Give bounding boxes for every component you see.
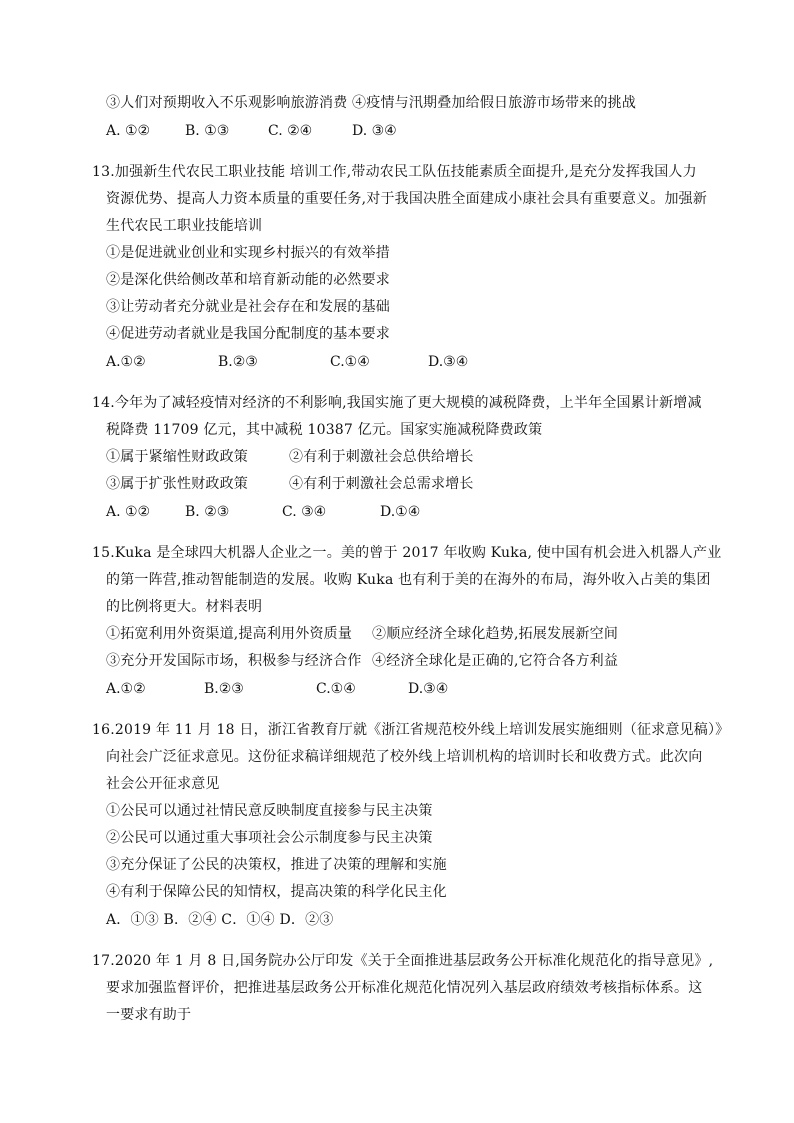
q13-option-d: D.③④ (428, 354, 469, 370)
q15-option-d: D.③④ (408, 681, 449, 697)
q14-stem-line-2: 税降费 11709 亿元，其中减税 10387 亿元。国家实施减税降费政策 (106, 422, 543, 438)
q16-options: A．①③ B．②④ C．①④ D．②③ (106, 912, 334, 928)
q15-choice-2: ②顺应经济全球化趋势,拓展发展新空间 (372, 626, 619, 642)
q16-stem-line-1: 16.2019 年 11 月 18 日，浙江省教育厅就《浙江省规范校外线上培训发展实施细则（征求意见稿）》 (92, 722, 730, 738)
q15-option-c: C.①④ (316, 681, 356, 697)
q13-option-b: B.②③ (218, 354, 258, 370)
q17-stem-line-3: 一要求有助于 (106, 1007, 192, 1023)
q15-stem-line-3: 的比例将更大。材料表明 (106, 599, 263, 615)
q15-option-a: A.①② (106, 681, 146, 697)
q12-choice-line: ③人们对预期收入不乐观影响旅游消费 ④疫情与汛期叠加给假日旅游市场带来的挑战 (106, 95, 637, 111)
q12-option-d: D. ③④ (352, 123, 397, 139)
q13-choice-4: ④促进劳动者就业是我国分配制度的基本要求 (106, 326, 390, 342)
q12-option-a: A. ①② (106, 123, 151, 139)
q15-stem-line-2: 的第一阵营,推动智能制造的发展。收购 Kuka 也有利于美的在海外的布局，海外收入占美的集团 (106, 572, 711, 588)
q14-choice-3: ③属于扩张性财政政策 (106, 476, 248, 492)
q13-choice-1: ①是促进就业创业和实现乡村振兴的有效举措 (106, 245, 390, 261)
q16-choice-2: ②公民可以通过重大事项社会公示制度参与民主决策 (106, 830, 433, 846)
q13-option-a: A.①② (106, 354, 146, 370)
q14-option-c: C. ③④ (282, 504, 327, 520)
q15-option-b: B.②③ (204, 681, 244, 697)
q15-choice-1: ①拓宽利用外资渠道,提高利用外资质量 (106, 626, 353, 642)
q15-choice-3: ③充分开发国际市场，积极参与经济合作 (106, 653, 362, 669)
q13-choice-2: ②是深化供给侧改革和培育新动能的必然要求 (106, 272, 390, 288)
q13-choice-3: ③让劳动者充分就业是社会存在和发展的基础 (106, 299, 390, 315)
q14-option-d: D.①④ (380, 504, 421, 520)
q16-stem-line-3: 社会公开征求意见 (106, 776, 220, 792)
q14-option-a: A. ①② (106, 504, 151, 520)
q14-choice-4: ④有利于刺激社会总需求增长 (289, 476, 474, 492)
q16-choice-1: ①公民可以通过社情民意反映制度直接参与民主决策 (106, 803, 433, 819)
q13-stem-line-1: 13.加强新生代农民工职业技能 培训工作,带动农民工队伍技能素质全面提升,是充分发挥我国人力 (92, 164, 697, 180)
q16-choice-4: ④有利于保障公民的知情权，提高决策的科学化民主化 (106, 884, 447, 900)
q16-stem-line-2: 向社会广泛征求意见。这份征求稿详细规范了校外线上培训机构的培训时长和收费方式。此次向 (106, 749, 703, 765)
q16-choice-3: ③充分保证了公民的决策权，推进了决策的理解和实施 (106, 857, 447, 873)
q17-stem-line-1: 17.2020 年 1 月 8 日,国务院办公厅印发《关于全面推进基层政务公开标准化规范化的指导意见》, (92, 953, 714, 969)
q14-choice-2: ②有利于刺激社会总供给增长 (289, 449, 474, 465)
q13-stem-line-3: 生代农民工职业技能培训 (106, 218, 263, 234)
q13-stem-line-2: 资源优势、提高人力资本质量的重要任务,对于我国决胜全面建成小康社会具有重要意义。加强新 (106, 191, 708, 207)
q13-option-c: C.①④ (330, 354, 370, 370)
q17-stem-line-2: 要求加强监督评价，把推进基层政务公开标准化规范化情况列入基层政府绩效考核指标体系。这 (106, 980, 703, 996)
q15-stem-line-1: 15.Kuka 是全球四大机器人企业之一。美的曾于 2017 年收购 Kuka, 使中国有机会进入机器人产业 (92, 545, 722, 561)
q15-choice-4: ④经济全球化是正确的,它符合各方利益 (372, 653, 619, 669)
q12-option-c: C. ②④ (268, 123, 313, 139)
q14-choice-1: ①属于紧缩性财政政策 (106, 449, 248, 465)
q12-option-b: B. ①③ (185, 123, 230, 139)
q14-stem-line-1: 14.今年为了减轻疫情对经济的不利影响,我国实施了更大规模的减税降费，上半年全国累计新增减 (92, 395, 702, 411)
q14-option-b: B. ②③ (185, 504, 230, 520)
